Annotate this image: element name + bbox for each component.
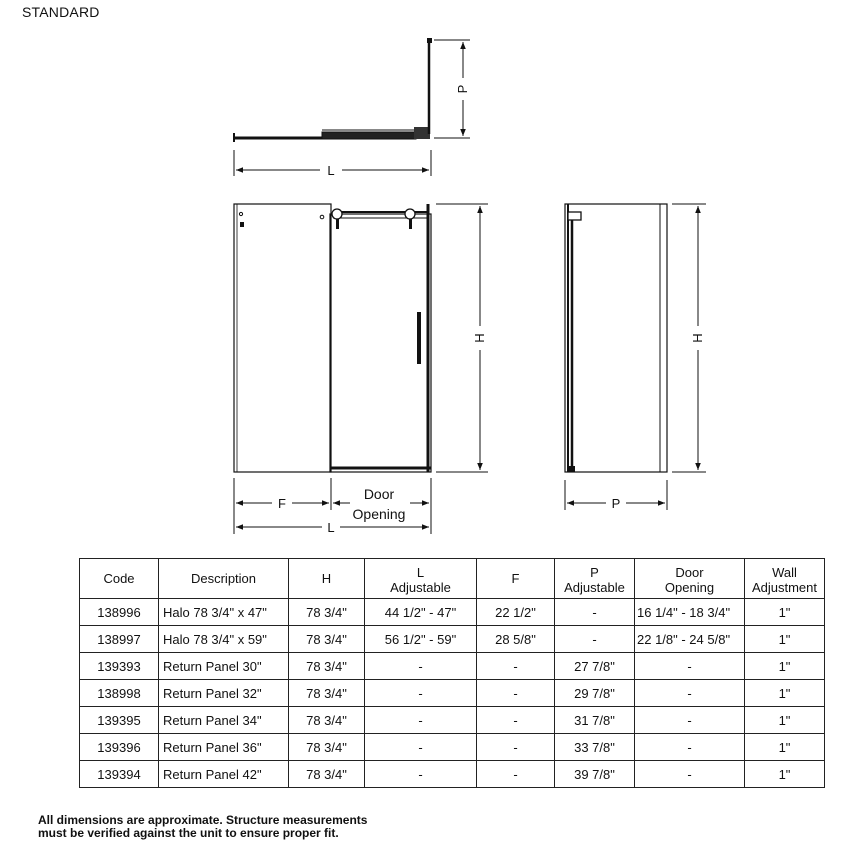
cell-door-opening: 22 1/8" - 24 5/8" [635, 626, 745, 653]
cell-wall-adjustment: 1" [745, 599, 825, 626]
side-view [565, 204, 706, 511]
cell-f: 28 5/8" [477, 626, 555, 653]
cell-door-opening: - [635, 653, 745, 680]
cell-p: 27 7/8" [555, 653, 635, 680]
cell-f: 22 1/2" [477, 599, 555, 626]
header-f: F [477, 559, 555, 599]
cell-l: - [365, 761, 477, 788]
cell-code: 139395 [80, 707, 159, 734]
cell-l: - [365, 734, 477, 761]
header-wall-adjustment: Wall Adjustment [745, 559, 825, 599]
cell-l: - [365, 707, 477, 734]
disclaimer-line-2: must be verified against the unit to ensure proper fit. [38, 826, 339, 840]
cell-h: 78 3/4" [289, 761, 365, 788]
cell-door-opening: - [635, 761, 745, 788]
cell-wall-adjustment: 1" [745, 680, 825, 707]
cell-f: - [477, 734, 555, 761]
cell-description: Halo 78 3/4" x 59" [159, 626, 289, 653]
top-view-p-label: P [455, 84, 470, 94]
cell-h: 78 3/4" [289, 734, 365, 761]
cell-p: 29 7/8" [555, 680, 635, 707]
cell-h: 78 3/4" [289, 599, 365, 626]
cell-l: 44 1/2" - 47" [365, 599, 477, 626]
cell-wall-adjustment: 1" [745, 626, 825, 653]
front-view [234, 204, 488, 535]
top-view-l-label: L [327, 163, 335, 178]
table-row [80, 626, 825, 653]
top-view [234, 38, 470, 178]
cell-code: 138998 [80, 680, 159, 707]
front-view-h-label: H [472, 333, 487, 343]
cell-l: - [365, 653, 477, 680]
header-l-adjustable: L Adjustable [365, 559, 477, 599]
cell-door-opening: - [635, 734, 745, 761]
disclaimer-note [38, 814, 367, 840]
disclaimer-line-1: All dimensions are approximate. Structure measurements [38, 813, 368, 827]
cell-p: 31 7/8" [555, 707, 635, 734]
table-row [80, 653, 825, 680]
cell-h: 78 3/4" [289, 626, 365, 653]
cell-door-opening: - [635, 707, 745, 734]
cell-door-opening: - [635, 680, 745, 707]
header-p-adjustable: P Adjustable [555, 559, 635, 599]
cell-code: 139394 [80, 761, 159, 788]
table-header-row [80, 559, 825, 599]
cell-description: Return Panel 34" [159, 707, 289, 734]
cell-wall-adjustment: 1" [745, 653, 825, 680]
cell-p: - [555, 599, 635, 626]
cell-h: 78 3/4" [289, 653, 365, 680]
front-view-f-label: F [278, 496, 286, 511]
cell-h: 78 3/4" [289, 707, 365, 734]
cell-p: - [555, 626, 635, 653]
cell-door-opening: 16 1/4" - 18 3/4" [635, 599, 745, 626]
table-row [80, 680, 825, 707]
cell-f: - [477, 761, 555, 788]
cell-code: 138996 [80, 599, 159, 626]
cell-h: 78 3/4" [289, 680, 365, 707]
cell-f: - [477, 680, 555, 707]
cell-wall-adjustment: 1" [745, 734, 825, 761]
cell-wall-adjustment: 1" [745, 707, 825, 734]
cell-wall-adjustment: 1" [745, 761, 825, 788]
header-code: Code [80, 559, 159, 599]
cell-f: - [477, 707, 555, 734]
cell-description: Return Panel 42" [159, 761, 289, 788]
front-view-l-label: L [327, 520, 335, 535]
door-opening-label-line2: Opening [352, 506, 406, 522]
cell-code: 139393 [80, 653, 159, 680]
table-row [80, 734, 825, 761]
side-view-h-label: H [690, 333, 705, 343]
header-h: H [289, 559, 365, 599]
cell-description: Return Panel 30" [159, 653, 289, 680]
cell-code: 138997 [80, 626, 159, 653]
cell-l: - [365, 680, 477, 707]
door-opening-label-line1: Door [363, 486, 395, 502]
cell-description: Return Panel 36" [159, 734, 289, 761]
header-door-opening: Door Opening [635, 559, 745, 599]
cell-description: Halo 78 3/4" x 47" [159, 599, 289, 626]
cell-description: Return Panel 32" [159, 680, 289, 707]
table-row [80, 599, 825, 626]
side-view-p-label: P [611, 496, 621, 511]
cell-l: 56 1/2" - 59" [365, 626, 477, 653]
header-description: Description [159, 559, 289, 599]
table-row [80, 761, 825, 788]
cell-f: - [477, 653, 555, 680]
dimension-table [79, 558, 825, 788]
cell-p: 39 7/8" [555, 761, 635, 788]
page-heading: STANDARD [22, 4, 100, 20]
cell-code: 139396 [80, 734, 159, 761]
cell-p: 33 7/8" [555, 734, 635, 761]
table-row [80, 707, 825, 734]
